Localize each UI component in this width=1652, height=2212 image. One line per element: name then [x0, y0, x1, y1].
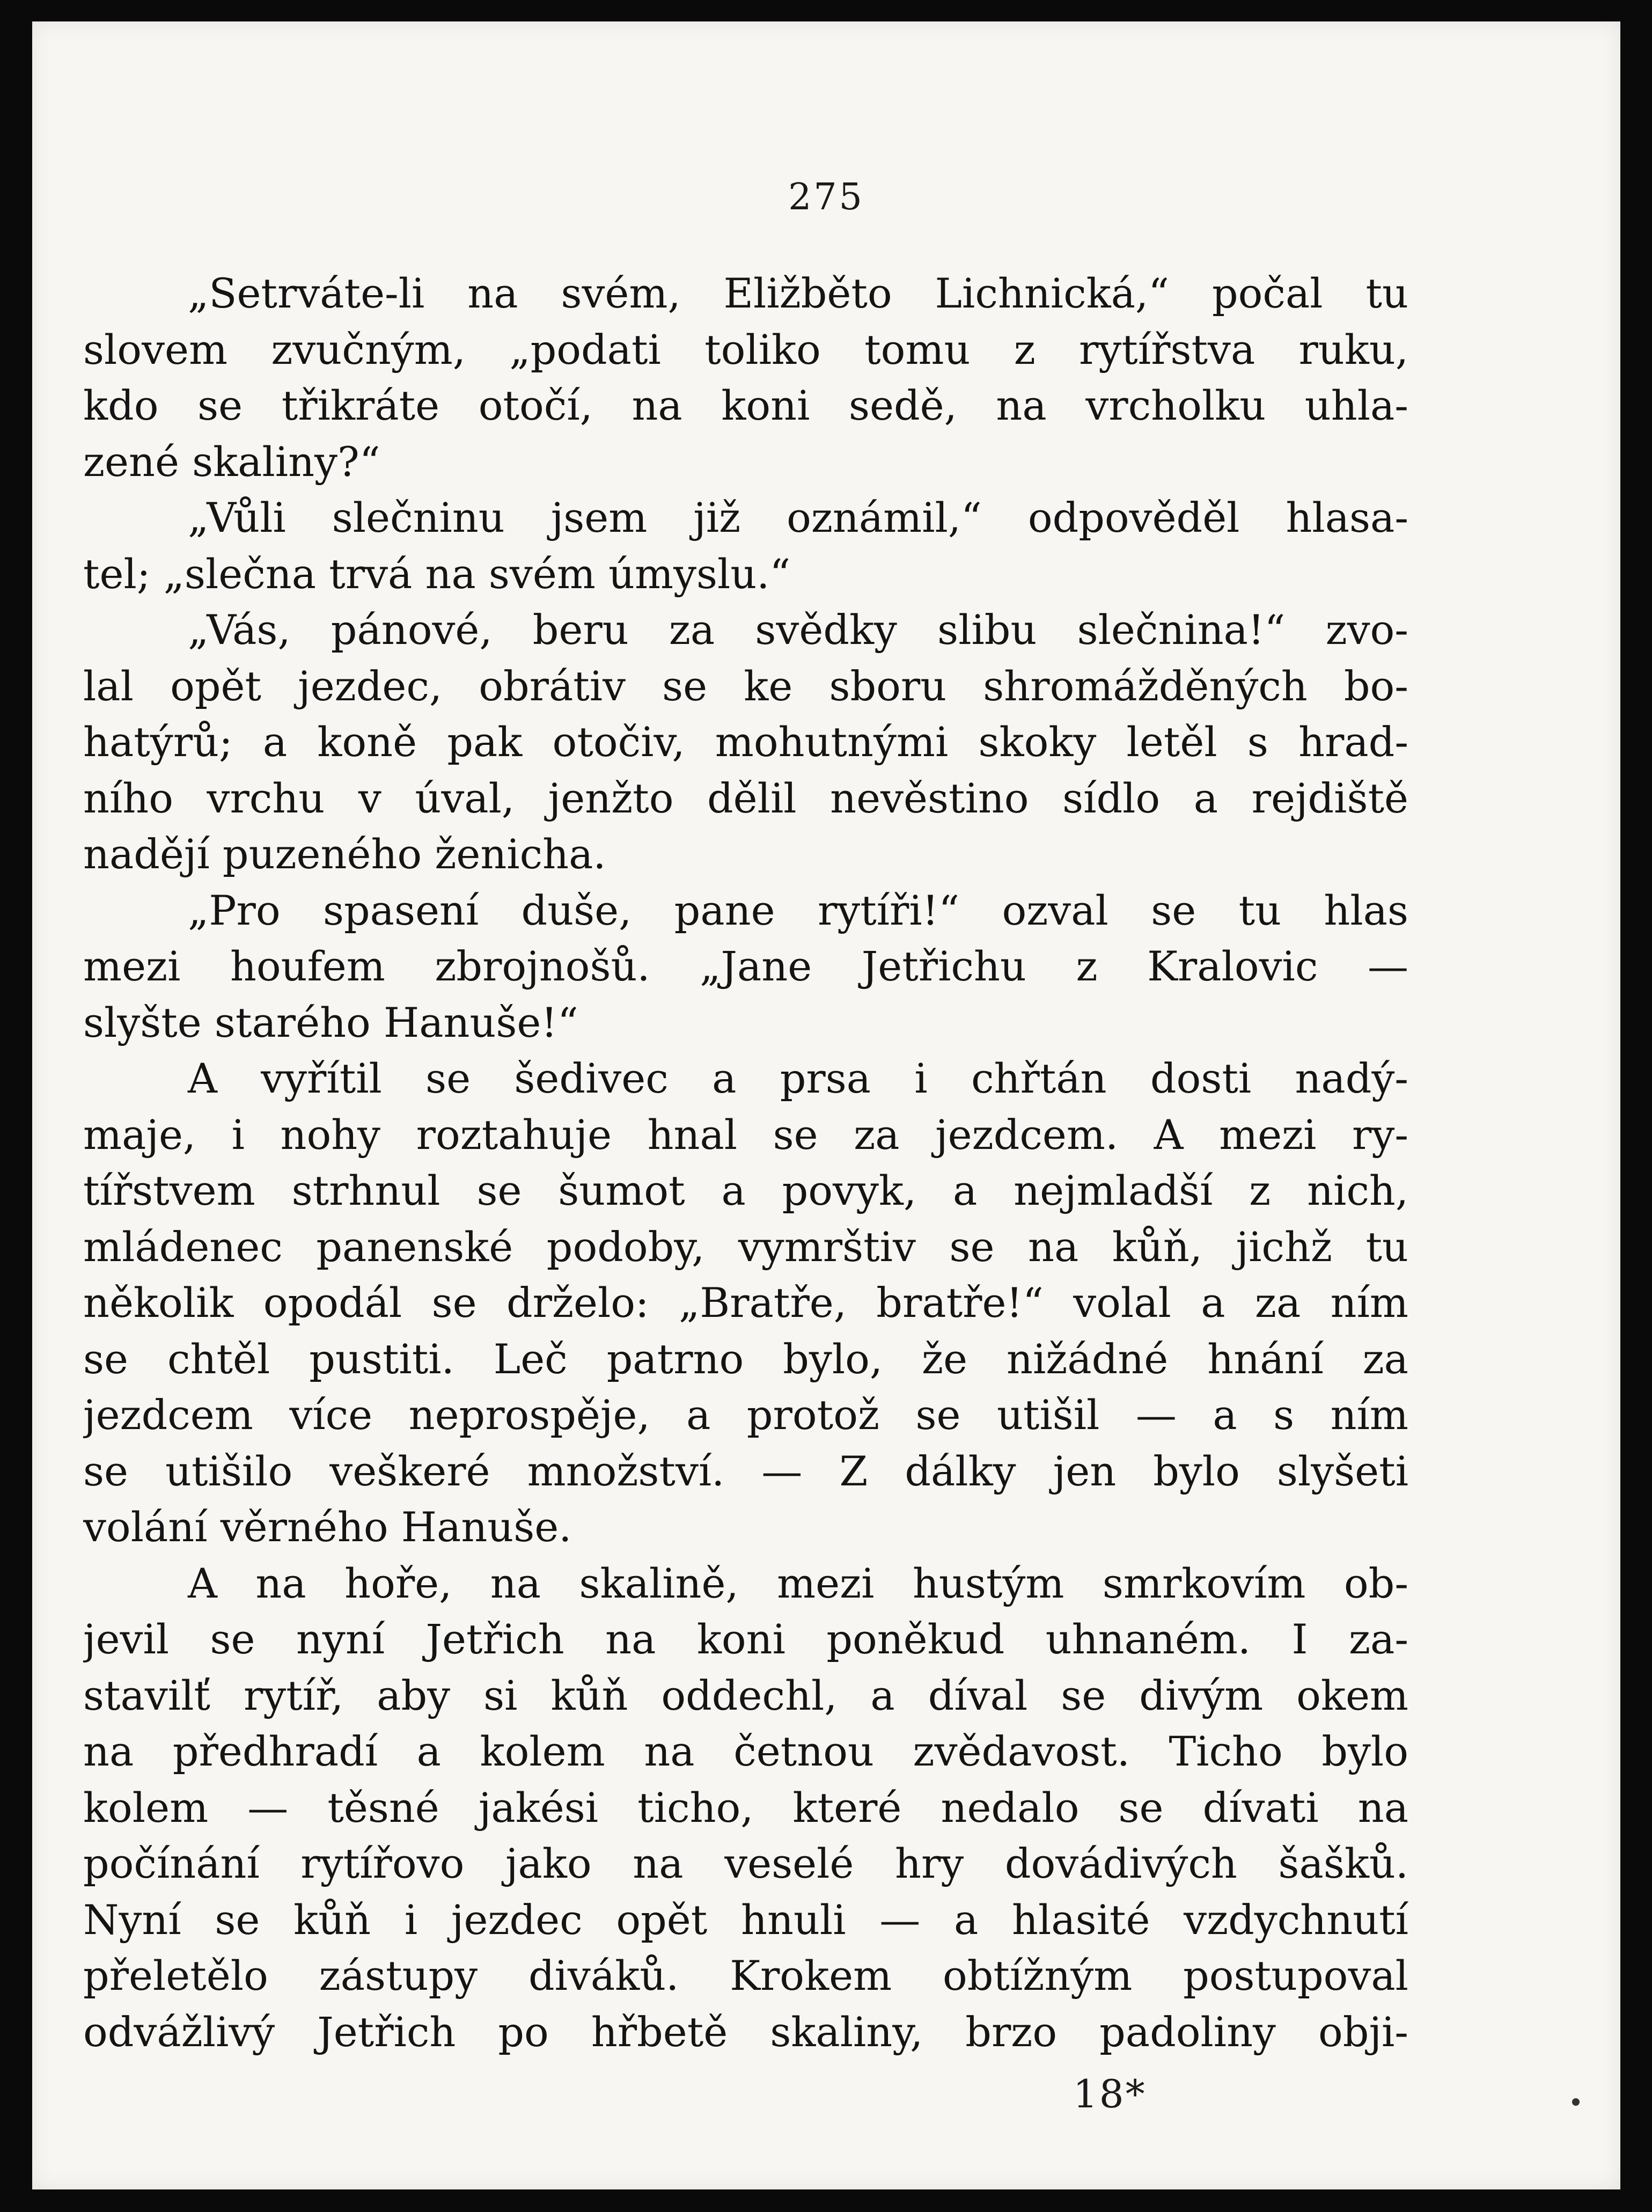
text-line: jevil se nyní Jetřich na koni poněkud uhnaném. I za- [83, 1615, 1408, 1663]
text-line: jezdcem více neprospěje, a protož se utišil — a s ním [83, 1391, 1408, 1439]
text-line: nadějí puzeného ženicha. [83, 830, 606, 878]
text-line: několik opodál se drželo: „Bratře, bratře!“ volal a za ním [83, 1279, 1408, 1327]
text-line: mezi houfem zbrojnošů. „Jane Jetřichu z Kralovic — [83, 942, 1408, 990]
page-number: 275 [788, 176, 864, 218]
text-line: slyšte starého Hanuše!“ [83, 998, 578, 1046]
text-line: slovem zvučným, „podati toliko tomu z rytířstva ruku, [83, 325, 1408, 373]
text-line: Nyní se kůň i jezdec opět hnuli — a hlasité vzdychnutí [83, 1895, 1408, 1944]
text-line: A vyřítil se šedivec a prsa i chřtán dosti nadý- [188, 1054, 1408, 1102]
speck [1572, 2098, 1580, 2106]
text-line: volání věrného Hanuše. [83, 1503, 572, 1551]
text-line: odvážlivý Jetřich po hřbetě skaliny, brzo padoliny obji- [83, 2008, 1408, 2056]
signature-mark: 18* [1073, 2071, 1147, 2116]
text-line: počínání rytířovo jako na veselé hry dovádivých šašků. [83, 1840, 1408, 1887]
text-line: kdo se třikráte otočí, na koni sedě, na vrcholku uhla- [83, 382, 1408, 429]
text-line: přeletělo zástupy diváků. Krokem obtížným postupoval [83, 1952, 1408, 1999]
text-line: tířstvem strhnul se šumot a povyk, a nejmladší z nich, [83, 1167, 1408, 1214]
text-line: ního vrchu v úval, jenžto dělil nevěstino sídlo a rejdiště [83, 774, 1408, 822]
text-line: se chtěl pustiti. Leč patrno bylo, že nižádné hnání za [83, 1335, 1408, 1383]
text-line: „Vůli slečninu jsem již oznámil,“ odpověděl hlasa- [188, 494, 1408, 541]
text-line: se utišilo veškeré množství. — Z dálky jen bylo slyšeti [83, 1447, 1408, 1495]
text-line: tel; „slečna trvá na svém úmyslu.“ [83, 550, 791, 598]
text-line: maje, i nohy roztahuje hnal se za jezdcem. A mezi ry- [83, 1110, 1408, 1159]
text-line: „Setrváte-li na svém, Eližběto Lichnická,“ počal tu [188, 269, 1408, 317]
text-line: hatýrů; a koně pak otočiv, mohutnými skoky letěl s hrad- [83, 718, 1408, 766]
text-line: „Vás, pánové, beru za svědky slibu slečnina!“ zvo- [188, 606, 1408, 654]
text-line: na předhradí a kolem na četnou zvědavost. Ticho bylo [83, 1727, 1408, 1775]
text-line: lal opět jezdec, obrátiv se ke sboru shromážděných bo- [83, 662, 1408, 710]
body-text [83, 266, 1408, 2060]
text-line: zené skaliny?“ [83, 437, 380, 486]
text-line: A na hoře, na skalině, mezi hustým smrkovím ob- [188, 1559, 1408, 1607]
book-page [32, 21, 1620, 2189]
text-line: „Pro spasení duše, pane rytíři!“ ozval se tu hlas [188, 886, 1408, 934]
text-line: mládenec panenské podoby, vymrštiv se na kůň, jichž tu [83, 1222, 1408, 1271]
text-line: stavilť rytíř, aby si kůň oddechl, a díval se divým okem [83, 1671, 1408, 1719]
text-line: kolem — těsné jakési ticho, které nedalo se dívati na [83, 1783, 1408, 1832]
